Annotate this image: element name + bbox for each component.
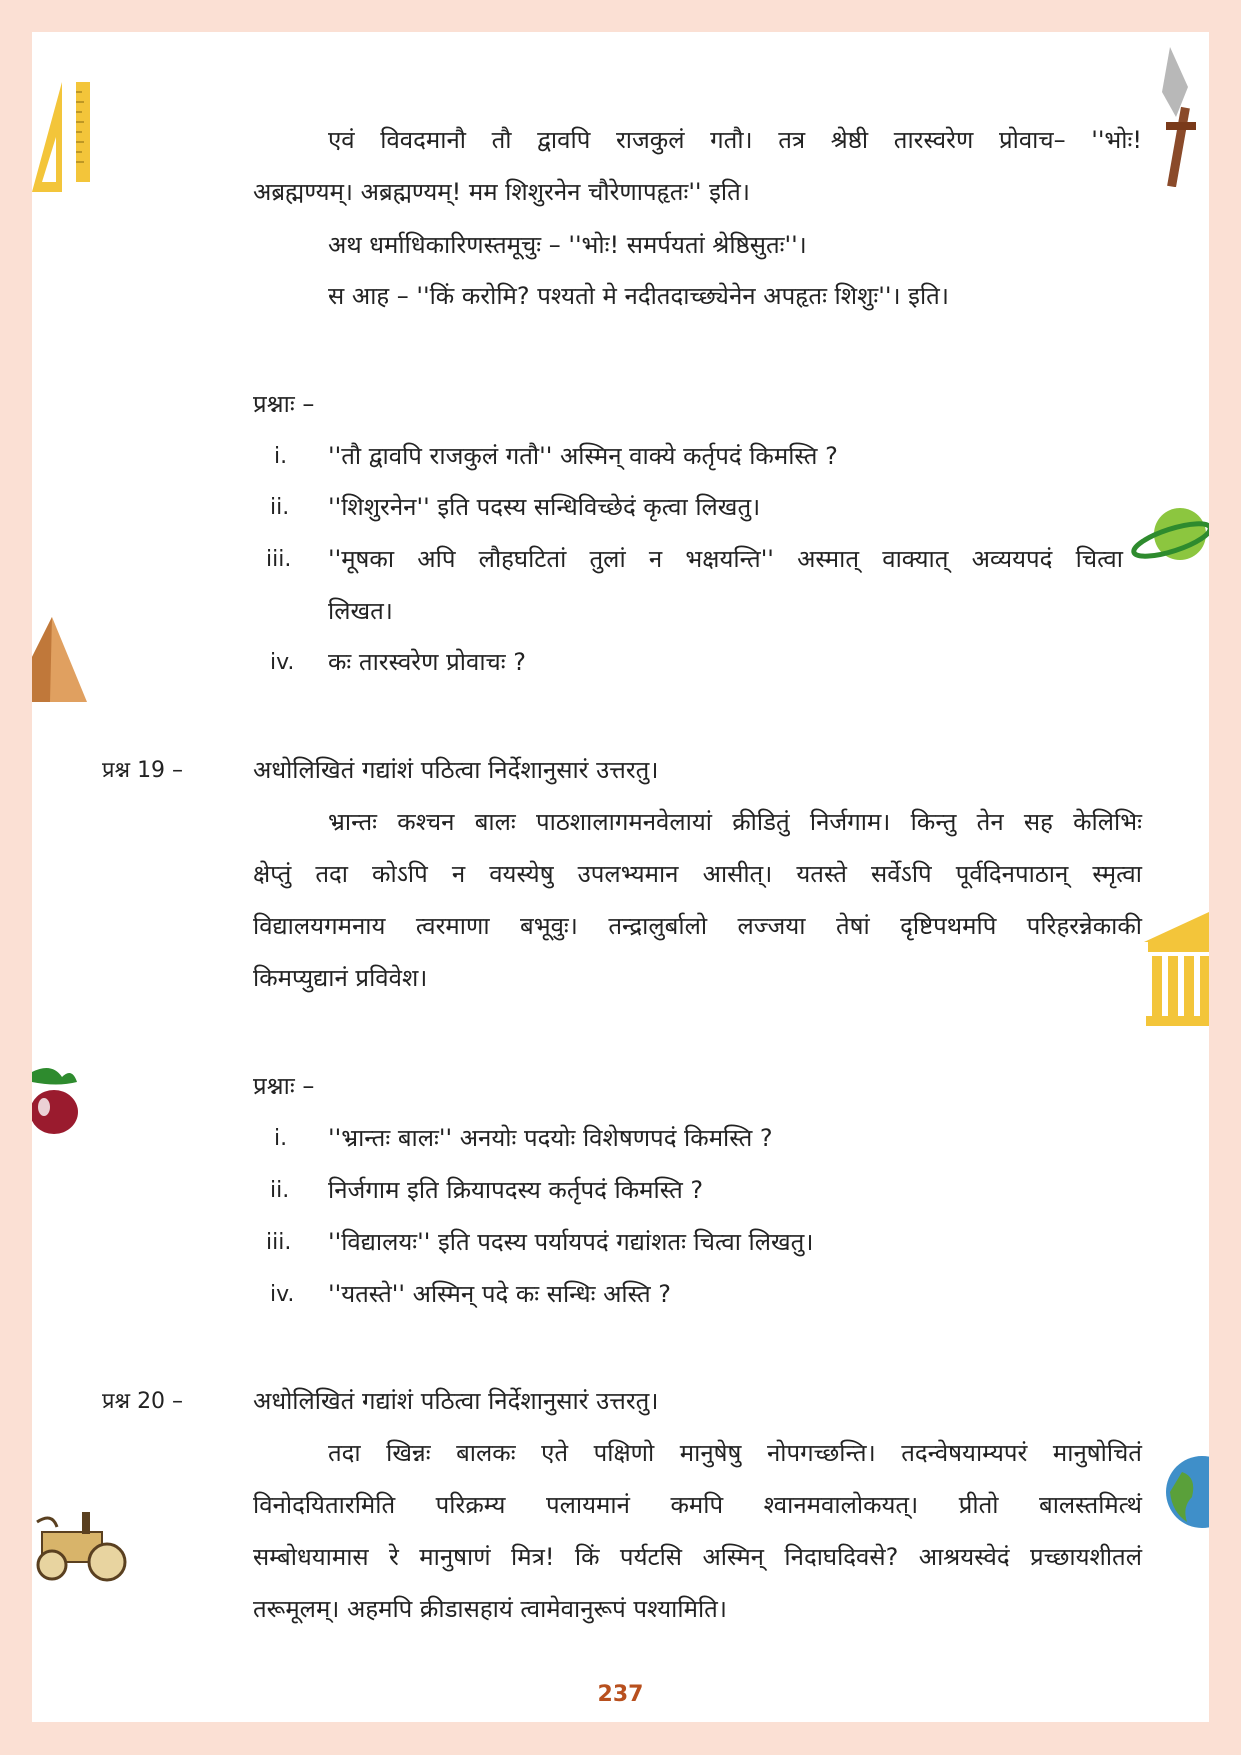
q19-passage-line-2: क्षेप्तुं तदा कोऽपि न वयस्येषु उपलभ्यमान आसीत्। यतस्ते सर्वेऽपि पूर्वदिनपाठान् स्मृत्वा [253, 860, 1142, 888]
question-text: ''भ्रान्तः बालः'' अनयोः पदयोः विशेषणपदं किमस्ति ? [328, 1124, 773, 1152]
passage1-line-2: अब्रह्मण्यम्। अब्रह्मण्यम्! मम शिशुरनेन चौरेणापहृतः'' इति। [253, 178, 750, 206]
textbook-page [32, 32, 1209, 1722]
question-number: iv. [270, 650, 295, 675]
question-number: ii. [270, 1178, 290, 1203]
question-number: iii. [266, 547, 292, 572]
spear-tool-icon [1152, 47, 1209, 187]
question-number: i. [274, 1126, 288, 1151]
q20-passage-line-3: सम्बोधयामास रे मानुषाणं मित्र! किं पर्यटसि अस्मिन् निदाघदिवसे? आश्रयस्वेदं प्रच्छायशीतलं [253, 1543, 1142, 1571]
q19-passage-line-3: विद्यालयगमनाय त्वरमाणा बभूवुः। तन्द्रालुर्बालो लज्जया तेषां दृष्टिपथमपि परिहरन्नेकाकी [253, 912, 1142, 940]
greek-temple-pillars-icon [1144, 912, 1209, 1027]
planet-saturn-icon [1130, 502, 1209, 572]
question-text-continued: लिखत। [328, 597, 393, 625]
question-number: i. [274, 444, 288, 469]
question-text: कः तारस्वरेण प्रोवाचः ? [328, 648, 526, 676]
globe-icon [1162, 1452, 1209, 1532]
question-text: ''विद्यालयः'' इति पदस्य पर्यायपदं गद्यांशतः चित्वा लिखतु। [328, 1228, 814, 1256]
fruit-with-leaves-icon [32, 1062, 87, 1142]
question-text: ''शिशुरनेन'' इति पदस्य सन्धिविच्छेदं कृत्वा लिखतु। [328, 493, 761, 521]
pyramid-icon [32, 617, 87, 702]
q19-passage-line-4: किमप्युद्यानं प्रविवेश। [253, 964, 428, 992]
question-number: iii. [266, 1230, 292, 1255]
question-20-label: प्रश्न 20 – [102, 1389, 184, 1414]
passage1-line-4: स आह – ''किं करोमि? पश्यतो मे नदीतदाच्छ्येनेन अपहृतः शिशुः''। इति। [328, 282, 949, 310]
q19-passage-line-1: भ्रान्तः कश्चन बालः पाठशालागमनवेलायां क्रीडितुं निर्जगाम। किन्तु तेन सह केलिभिः [328, 808, 1142, 836]
question-19-instruction: अधोलिखितं गद्यांशं पठित्वा निर्देशानुसारं उत्तरतु। [253, 756, 659, 784]
prashna-heading: प्रश्नाः – [253, 390, 315, 418]
question-number: iv. [270, 1282, 295, 1307]
question-text: ''तौ द्वावपि राजकुलं गतौ'' अस्मिन् वाक्ये कर्तृपदं किमस्ति ? [328, 442, 838, 470]
question-number: ii. [270, 495, 290, 520]
question-20-instruction: अधोलिखितं गद्यांशं पठित्वा निर्देशानुसारं उत्तरतु। [253, 1387, 659, 1415]
passage1-line-3: अथ धर्माधिकारिणस्तमूचुः – ''भोः! समर्पयतां श्रेष्ठिसुतः''। [328, 231, 807, 259]
question-text: ''यतस्ते'' अस्मिन् पदे कः सन्धिः अस्ति ? [328, 1280, 671, 1308]
q20-passage-line-2: विनोदयितारमिति परिक्रम्य पलायमानं कमपि श्वानमवालोकयत्। प्रीतो बालस्तमित्थं [253, 1491, 1142, 1519]
set-square-ruler-icon [32, 82, 92, 192]
q20-passage-line-1: तदा खिन्नः बालकः एते पक्षिणो मानुषेषु नोपगच्छन्ति। तदन्वेषयाम्यपरं मानुषोचितं [328, 1439, 1142, 1467]
q20-passage-line-4: तरूमूलम्। अहमपि क्रीडासहायं त्वामेवानुरूपं पश्यामिति। [253, 1595, 727, 1623]
question-19-label: प्रश्न 19 – [102, 758, 184, 783]
steam-engine-vehicle-icon [32, 1507, 127, 1587]
question-text: निर्जगाम इति क्रियापदस्य कर्तृपदं किमस्ति ? [328, 1176, 704, 1204]
question-text: ''मूषका अपि लौहघटितां तुलां न भक्षयन्ति'' अस्मात् वाक्यात् अव्ययपदं चित्वा [328, 545, 1123, 573]
page-number: 237 [597, 1682, 644, 1707]
passage1-line-1: एवं विवदमानौ तौ द्वावपि राजकुलं गतौ। तत्र श्रेष्ठी तारस्वरेण प्रोवाच– ''भोः! [328, 126, 1142, 154]
prashna-heading: प्रश्नाः – [253, 1072, 315, 1100]
